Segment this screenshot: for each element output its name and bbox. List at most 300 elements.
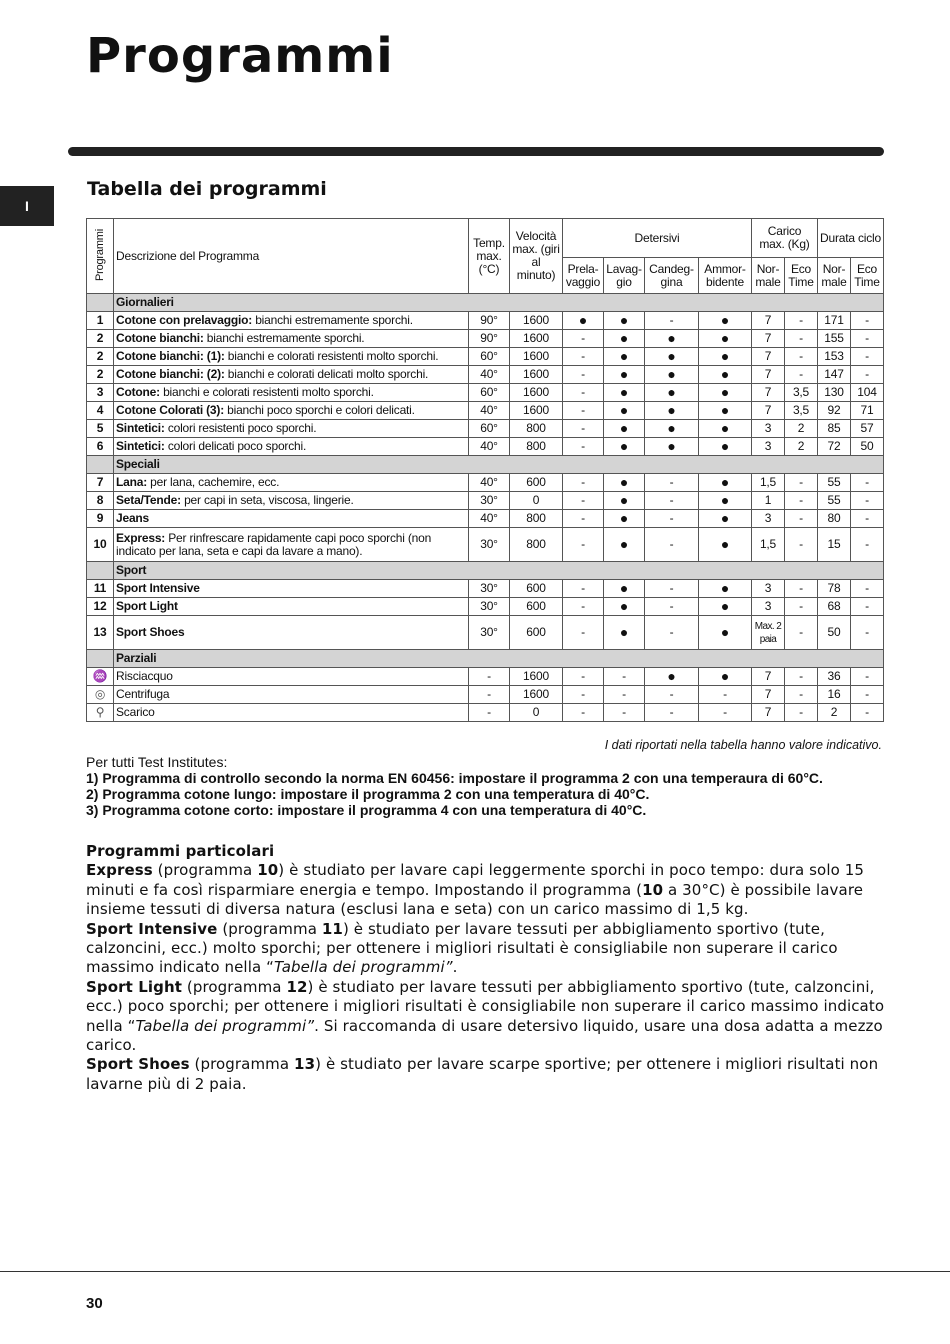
- program-detail: Risciacquo: [116, 669, 173, 683]
- program-number: 3: [87, 384, 114, 402]
- program-number: 2: [87, 366, 114, 384]
- cell-temp: 40°: [469, 510, 510, 528]
- cell-speed: 1600: [510, 686, 563, 704]
- program-description: [114, 668, 469, 686]
- cell-carico-eco: -: [785, 616, 818, 650]
- cell-carico-eco: -: [785, 492, 818, 510]
- table-row: [87, 668, 884, 686]
- cell-durata-normale: 153: [818, 348, 851, 366]
- cell-carico-normale: 3: [752, 438, 785, 456]
- cell-durata-eco: 57: [851, 420, 884, 438]
- program-name: Cotone:: [116, 385, 160, 399]
- table-row: [87, 704, 884, 722]
- cell-durata-normale: 55: [818, 474, 851, 492]
- cell-candeggina: -: [645, 704, 699, 722]
- cell-durata-normale: 147: [818, 366, 851, 384]
- cell-prelavaggio: -: [563, 668, 604, 686]
- cell-lavaggio: ●: [604, 474, 645, 492]
- program-description: [114, 492, 469, 510]
- cell-durata-eco: -: [851, 492, 884, 510]
- col-carico-normale: Nor-male: [752, 258, 785, 294]
- tests-heading: Per tutti Test Institutes:: [86, 754, 228, 770]
- cell-durata-eco: -: [851, 312, 884, 330]
- program-detail: bianchi e colorati delicati molto sporchi.: [224, 367, 429, 381]
- cell-prelavaggio: -: [563, 330, 604, 348]
- cell-candeggina: -: [645, 510, 699, 528]
- table-row: [87, 348, 884, 366]
- cell-speed: 600: [510, 474, 563, 492]
- col-durata: Durata ciclo: [818, 219, 884, 258]
- col-durata-normale: Nor-male: [818, 258, 851, 294]
- page-title: Programmi: [86, 28, 394, 84]
- cell-carico-eco: -: [785, 312, 818, 330]
- program-description: [114, 686, 469, 704]
- program-description: [114, 330, 469, 348]
- col-velocita: Velocità max. (giri al minuto): [510, 219, 563, 294]
- cell-temp: 60°: [469, 348, 510, 366]
- program-description: [114, 348, 469, 366]
- program-detail: bianchi poco sporchi e colori delicati.: [224, 403, 415, 417]
- col-detersivi: Detersivi: [563, 219, 752, 258]
- cell-carico-eco: -: [785, 580, 818, 598]
- cell-candeggina: ●: [645, 330, 699, 348]
- table-row: [87, 616, 884, 650]
- program-number: 4: [87, 402, 114, 420]
- cell-prelavaggio: -: [563, 492, 604, 510]
- group-spacer: [87, 456, 114, 474]
- cell-carico-eco: -: [785, 686, 818, 704]
- cell-candeggina: -: [645, 598, 699, 616]
- cell-lavaggio: ●: [604, 510, 645, 528]
- cell-carico-normale: 1,5: [752, 528, 785, 562]
- cell-temp: 60°: [469, 384, 510, 402]
- cell-ammorbidente: ●: [699, 668, 752, 686]
- cell-carico-normale: 1: [752, 492, 785, 510]
- cell-durata-normale: 15: [818, 528, 851, 562]
- cell-carico-normale: 7: [752, 402, 785, 420]
- cell-carico-eco: -: [785, 704, 818, 722]
- program-detail: colori resistenti poco sporchi.: [164, 421, 317, 435]
- cell-ammorbidente: ●: [699, 528, 752, 562]
- col-programmi: Programmi: [87, 219, 114, 294]
- col-temp: Temp. max. (°C): [469, 219, 510, 294]
- cell-carico-normale: 7: [752, 704, 785, 722]
- cell-carico-eco: -: [785, 366, 818, 384]
- cell-carico-eco: 3,5: [785, 402, 818, 420]
- col-carico: Carico max. (Kg): [752, 219, 818, 258]
- language-tab: I: [0, 186, 54, 226]
- cell-carico-eco: -: [785, 510, 818, 528]
- table-row: [87, 510, 884, 528]
- table-row: [87, 528, 884, 562]
- cell-durata-normale: 130: [818, 384, 851, 402]
- cell-ammorbidente: ●: [699, 474, 752, 492]
- cell-prelavaggio: -: [563, 366, 604, 384]
- program-number: 10: [87, 528, 114, 562]
- cell-lavaggio: ●: [604, 330, 645, 348]
- cell-durata-eco: -: [851, 616, 884, 650]
- program-number: 7: [87, 474, 114, 492]
- cell-speed: 0: [510, 704, 563, 722]
- drain-icon: ⚲: [87, 704, 114, 722]
- rinse-icon: ♒: [87, 668, 114, 686]
- program-description: [114, 704, 469, 722]
- cell-prelavaggio: ●: [563, 312, 604, 330]
- cell-temp: 90°: [469, 330, 510, 348]
- test-institutes: [86, 754, 823, 818]
- program-number: 6: [87, 438, 114, 456]
- cell-lavaggio: ●: [604, 348, 645, 366]
- cell-ammorbidente: ●: [699, 510, 752, 528]
- cell-lavaggio: -: [604, 668, 645, 686]
- col-prelavaggio: Prela-vaggio: [563, 258, 604, 294]
- group-name: Giornalieri: [114, 294, 884, 312]
- table-row: [87, 420, 884, 438]
- program-detail: Per rinfrescare rapidamente capi poco sporchi (non indicato per lana, seta e capi da lavare a mano).: [116, 530, 432, 558]
- cell-speed: 1600: [510, 330, 563, 348]
- cell-candeggina: -: [645, 616, 699, 650]
- cell-durata-normale: 72: [818, 438, 851, 456]
- cell-candeggina: -: [645, 528, 699, 562]
- cell-temp: -: [469, 686, 510, 704]
- group-spacer: [87, 294, 114, 312]
- cell-durata-normale: 2: [818, 704, 851, 722]
- cell-durata-eco: -: [851, 686, 884, 704]
- program-name: Express:: [116, 530, 166, 545]
- table-row: [87, 686, 884, 704]
- program-detail: bianchi e colorati resistenti molto sporchi.: [159, 385, 374, 399]
- cell-speed: 0: [510, 492, 563, 510]
- program-description: [114, 366, 469, 384]
- program-name: Seta/Tende:: [116, 493, 181, 507]
- cell-speed: 1600: [510, 402, 563, 420]
- paragraph-sport-shoes: Sport Shoes (programma 13) è studiato per lavare scarpe sportive; per ottenere i migliori risultati non lavarne più di 2 paia.: [86, 1055, 879, 1093]
- col-durata-eco: Eco Time: [851, 258, 884, 294]
- cell-prelavaggio: -: [563, 420, 604, 438]
- cell-durata-normale: 36: [818, 668, 851, 686]
- cell-durata-eco: -: [851, 598, 884, 616]
- program-description: [114, 384, 469, 402]
- cell-candeggina: ●: [645, 668, 699, 686]
- section-title: Tabella dei programmi: [87, 178, 327, 200]
- cell-prelavaggio: -: [563, 510, 604, 528]
- table-row: [87, 312, 884, 330]
- col-ammorbidente: Ammor-bidente: [699, 258, 752, 294]
- cell-ammorbidente: ●: [699, 438, 752, 456]
- program-detail: per lana, cachemire, ecc.: [147, 475, 280, 489]
- program-name: Sport Light: [116, 599, 178, 613]
- cell-temp: 30°: [469, 616, 510, 650]
- paragraph-sport-intensive: Sport Intensive (programma 11) è studiato per lavare tessuti per abbigliamento sportivo (tute, calzoncini, ecc.) molto sporchi; per ottenere i migliori risultati è consigliabile non superare il carico massimo indicato nella “Tabella dei programmi”.: [86, 919, 838, 977]
- cell-carico-eco: -: [785, 330, 818, 348]
- cell-carico-normale: 7: [752, 330, 785, 348]
- cell-prelavaggio: -: [563, 348, 604, 366]
- cell-carico-eco: -: [785, 668, 818, 686]
- cell-speed: 600: [510, 616, 563, 650]
- cell-durata-normale: 50: [818, 616, 851, 650]
- cell-temp: 30°: [469, 492, 510, 510]
- cell-carico-eco: -: [785, 598, 818, 616]
- program-description: [114, 438, 469, 456]
- program-detail: colori delicati poco sporchi.: [164, 439, 307, 453]
- cell-ammorbidente: -: [699, 704, 752, 722]
- program-description: [114, 312, 469, 330]
- program-number: 11: [87, 580, 114, 598]
- cell-lavaggio: ●: [604, 616, 645, 650]
- footer-divider: [0, 1271, 950, 1272]
- program-name: Sintetici:: [116, 439, 165, 453]
- group-spacer: [87, 650, 114, 668]
- cell-speed: 800: [510, 528, 563, 562]
- program-name: Jeans: [116, 511, 150, 525]
- program-number: 8: [87, 492, 114, 510]
- program-detail: Centrifuga: [116, 687, 170, 701]
- cell-carico-eco: -: [785, 474, 818, 492]
- divider: [68, 147, 884, 156]
- program-detail: bianchi e colorati resistenti molto sporchi.: [224, 349, 439, 363]
- page-number: 30: [86, 1295, 103, 1312]
- cell-durata-eco: 50: [851, 438, 884, 456]
- program-number: 2: [87, 330, 114, 348]
- cell-temp: -: [469, 668, 510, 686]
- cell-ammorbidente: -: [699, 686, 752, 704]
- cell-durata-normale: 92: [818, 402, 851, 420]
- program-name: Cotone con prelavaggio:: [116, 313, 253, 327]
- table-row: [87, 330, 884, 348]
- cell-speed: 600: [510, 598, 563, 616]
- cell-durata-normale: 85: [818, 420, 851, 438]
- cell-carico-normale: 3: [752, 510, 785, 528]
- cell-durata-normale: 155: [818, 330, 851, 348]
- program-name: Sport Intensive: [116, 581, 200, 595]
- special-programs-heading: Programmi particolari: [86, 842, 275, 860]
- table-row: [87, 402, 884, 420]
- table-row: [87, 598, 884, 616]
- test-item: 3) Programma cotone corto: impostare il programma 4 con una temperatura di 40°C.: [86, 802, 647, 818]
- cell-candeggina: ●: [645, 420, 699, 438]
- table-row: [87, 580, 884, 598]
- cell-temp: 40°: [469, 366, 510, 384]
- cell-durata-eco: -: [851, 580, 884, 598]
- cell-carico-normale: 7: [752, 384, 785, 402]
- group-name: Speciali: [114, 456, 884, 474]
- test-item: 2) Programma cotone lungo: impostare il programma 2 con una temperatura di 40°C.: [86, 786, 650, 802]
- cell-candeggina: ●: [645, 384, 699, 402]
- special-programs: [86, 842, 886, 1094]
- cell-prelavaggio: -: [563, 474, 604, 492]
- program-description: [114, 510, 469, 528]
- program-number: 9: [87, 510, 114, 528]
- program-description: [114, 616, 469, 650]
- cell-durata-normale: 55: [818, 492, 851, 510]
- cell-lavaggio: ●: [604, 438, 645, 456]
- cell-lavaggio: ●: [604, 598, 645, 616]
- cell-temp: 40°: [469, 402, 510, 420]
- cell-temp: 30°: [469, 598, 510, 616]
- cell-lavaggio: ●: [604, 420, 645, 438]
- cell-carico-normale: Max. 2 paia: [752, 616, 785, 650]
- program-name: Sintetici:: [116, 421, 165, 435]
- program-description: [114, 474, 469, 492]
- program-detail: bianchi estremamente sporchi.: [252, 313, 413, 327]
- cell-speed: 1600: [510, 312, 563, 330]
- table-row: [87, 492, 884, 510]
- cell-speed: 600: [510, 580, 563, 598]
- test-item: 1) Programma di controllo secondo la norma EN 60456: impostare il programma 2 con una temperaura di 60°C.: [86, 770, 823, 786]
- cell-durata-eco: 104: [851, 384, 884, 402]
- cell-temp: -: [469, 704, 510, 722]
- cell-prelavaggio: -: [563, 598, 604, 616]
- cell-ammorbidente: ●: [699, 366, 752, 384]
- program-number: 1: [87, 312, 114, 330]
- cell-ammorbidente: ●: [699, 348, 752, 366]
- cell-speed: 1600: [510, 384, 563, 402]
- cell-durata-eco: 71: [851, 402, 884, 420]
- cell-carico-normale: 7: [752, 366, 785, 384]
- cell-ammorbidente: ●: [699, 312, 752, 330]
- cell-speed: 1600: [510, 366, 563, 384]
- cell-candeggina: ●: [645, 438, 699, 456]
- col-carico-eco: Eco Time: [785, 258, 818, 294]
- cell-durata-eco: -: [851, 330, 884, 348]
- cell-lavaggio: ●: [604, 402, 645, 420]
- cell-carico-normale: 1,5: [752, 474, 785, 492]
- cell-carico-eco: 2: [785, 438, 818, 456]
- cell-candeggina: -: [645, 474, 699, 492]
- group-header: [87, 456, 884, 474]
- spin-icon: ◎: [87, 686, 114, 704]
- cell-carico-normale: 3: [752, 420, 785, 438]
- cell-durata-eco: -: [851, 348, 884, 366]
- cell-lavaggio: ●: [604, 580, 645, 598]
- program-name: Lana:: [116, 475, 148, 489]
- cell-carico-normale: 3: [752, 580, 785, 598]
- program-detail: bianchi estremamente sporchi.: [203, 331, 365, 345]
- cell-lavaggio: -: [604, 686, 645, 704]
- cell-durata-eco: -: [851, 668, 884, 686]
- program-description: [114, 402, 469, 420]
- cell-carico-eco: 2: [785, 420, 818, 438]
- cell-durata-normale: 78: [818, 580, 851, 598]
- cell-durata-eco: -: [851, 474, 884, 492]
- cell-durata-eco: -: [851, 528, 884, 562]
- cell-durata-eco: -: [851, 366, 884, 384]
- cell-prelavaggio: -: [563, 616, 604, 650]
- cell-ammorbidente: ●: [699, 420, 752, 438]
- cell-ammorbidente: ●: [699, 330, 752, 348]
- cell-carico-eco: 3,5: [785, 384, 818, 402]
- table-row: [87, 384, 884, 402]
- program-name: Sport Shoes: [116, 625, 185, 639]
- table-note: I dati riportati nella tabella hanno valore indicativo.: [604, 738, 882, 752]
- cell-ammorbidente: ●: [699, 492, 752, 510]
- cell-temp: 90°: [469, 312, 510, 330]
- cell-lavaggio: ●: [604, 366, 645, 384]
- programs-table: [86, 218, 884, 722]
- table-row: [87, 474, 884, 492]
- cell-ammorbidente: ●: [699, 598, 752, 616]
- cell-carico-eco: -: [785, 348, 818, 366]
- program-description: [114, 598, 469, 616]
- cell-carico-normale: 3: [752, 598, 785, 616]
- cell-ammorbidente: ●: [699, 384, 752, 402]
- cell-prelavaggio: -: [563, 580, 604, 598]
- program-number: 2: [87, 348, 114, 366]
- cell-carico-normale: 7: [752, 668, 785, 686]
- cell-prelavaggio: -: [563, 438, 604, 456]
- cell-prelavaggio: -: [563, 686, 604, 704]
- program-number: 5: [87, 420, 114, 438]
- cell-speed: 800: [510, 438, 563, 456]
- cell-speed: 1600: [510, 668, 563, 686]
- cell-carico-normale: 7: [752, 686, 785, 704]
- table-row: [87, 438, 884, 456]
- program-description: [114, 580, 469, 598]
- cell-durata-eco: -: [851, 704, 884, 722]
- program-description: [114, 528, 469, 562]
- cell-durata-normale: 80: [818, 510, 851, 528]
- cell-candeggina: ●: [645, 402, 699, 420]
- group-header: [87, 650, 884, 668]
- cell-speed: 800: [510, 510, 563, 528]
- group-name: Parziali: [114, 650, 884, 668]
- cell-carico-eco: -: [785, 528, 818, 562]
- cell-carico-normale: 7: [752, 348, 785, 366]
- program-detail: per capi in seta, viscosa, lingerie.: [180, 493, 354, 507]
- cell-temp: 60°: [469, 420, 510, 438]
- cell-durata-normale: 16: [818, 686, 851, 704]
- cell-prelavaggio: -: [563, 402, 604, 420]
- cell-candeggina: -: [645, 492, 699, 510]
- cell-lavaggio: -: [604, 704, 645, 722]
- group-header: [87, 562, 884, 580]
- paragraph-sport-light: Sport Light (programma 12) è studiato per lavare tessuti per abbigliamento sportivo (tute, calzoncini, ecc.) poco sporchi; per ottenere i migliori risultati è consigliabile non superare il carico massimo indicato nella “Tabella dei programmi”. Si raccomanda di usare detersivo liquido, usare una dosa adatta a mezzo carico.: [86, 977, 885, 1055]
- cell-candeggina: -: [645, 312, 699, 330]
- cell-temp: 30°: [469, 580, 510, 598]
- group-header: [87, 294, 884, 312]
- program-number: 12: [87, 598, 114, 616]
- table-row: [87, 366, 884, 384]
- col-lavaggio: Lavag-gio: [604, 258, 645, 294]
- cell-candeggina: ●: [645, 348, 699, 366]
- cell-durata-normale: 68: [818, 598, 851, 616]
- program-name: Cotone bianchi:: [116, 331, 204, 345]
- col-candeggina: Candeg-gina: [645, 258, 699, 294]
- paragraph-express: Express (programma 10) è studiato per lavare capi leggermente sporchi in poco tempo: dura solo 15 minuti e fa così risparmiare energia e tempo. Impostando il programma (10 a 30°C) è possibile lavare insieme tessuti di diversa natura (esclusi lana e seta) con un carico massimo di 1,5 kg.: [86, 861, 865, 919]
- cell-lavaggio: ●: [604, 492, 645, 510]
- cell-durata-normale: 171: [818, 312, 851, 330]
- program-name: Cotone bianchi: (1):: [116, 349, 225, 363]
- table-body: [87, 294, 884, 722]
- cell-lavaggio: ●: [604, 384, 645, 402]
- cell-temp: 40°: [469, 474, 510, 492]
- cell-candeggina: ●: [645, 366, 699, 384]
- cell-temp: 30°: [469, 528, 510, 562]
- col-descrizione: Descrizione del Programma: [114, 219, 469, 294]
- cell-durata-eco: -: [851, 510, 884, 528]
- program-description: [114, 420, 469, 438]
- cell-ammorbidente: ●: [699, 580, 752, 598]
- cell-carico-normale: 7: [752, 312, 785, 330]
- program-detail: Scarico: [116, 705, 155, 719]
- cell-candeggina: -: [645, 580, 699, 598]
- group-spacer: [87, 562, 114, 580]
- program-name: Cotone bianchi: (2):: [116, 367, 225, 381]
- group-name: Sport: [114, 562, 884, 580]
- program-name: Cotone Colorati (3):: [116, 403, 224, 417]
- cell-speed: 1600: [510, 348, 563, 366]
- cell-candeggina: -: [645, 686, 699, 704]
